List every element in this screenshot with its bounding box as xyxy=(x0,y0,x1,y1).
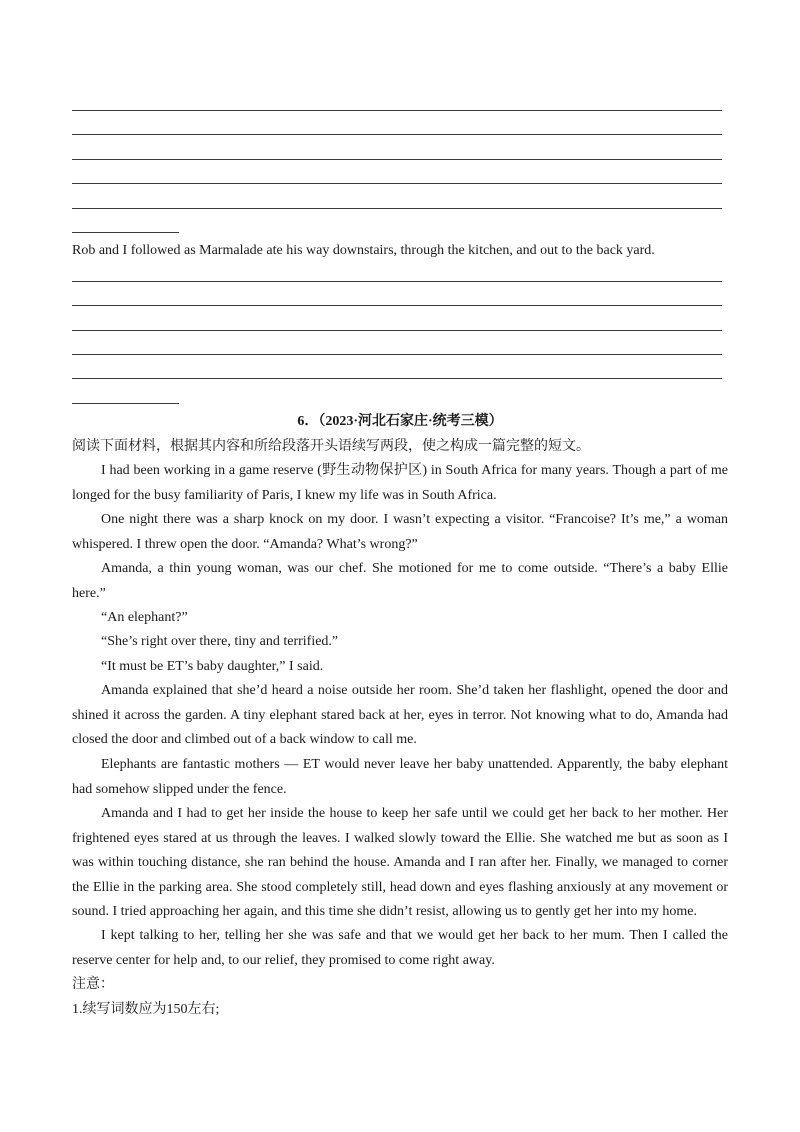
writing-line[interactable] xyxy=(72,110,722,111)
passage-paragraph: “She’s right over there, tiny and terrified.” xyxy=(101,634,339,649)
passage-paragraph: One night there was a sharp knock on my door. I wasn’t expecting a visitor. “Francoise? It’s me,” a woman whispered. I threw open the door. “Amanda? What’s wrong?” xyxy=(72,512,728,552)
writing-line[interactable] xyxy=(72,208,722,209)
question-instruction: 阅读下面材料，根据其内容和所给段落开头语续写两段，使之构成一篇完整的短文。 xyxy=(72,439,590,454)
passage-paragraph: Elephants are fantastic mothers — ET would never leave her baby unattended. Apparently, the baby elephant had somehow slipped under the fence. xyxy=(72,757,728,797)
note-item: 1.续写词数应为150左右; xyxy=(72,1002,220,1017)
passage-paragraph: I kept talking to her, telling her she was safe and that we would get her back to her mum. Then I called the reserve center for help and, to our relief, they promised to come right away. xyxy=(72,928,728,968)
passage-paragraph: Amanda and I had to get her inside the house to keep her safe until we could get her back to her mother. Her frightened eyes stared at us through the leaves. I walked slowly toward the Ellie. She watched me but as soon as I was within touching distance, she ran behind the house. Amanda and I ran after her. Finally, we managed to corner the Ellie in the parking area. She stood completely still, head down and eyes flashing anxiously at any movement or sound. I tried approaching her again, and this time she didn’t resist, allowing us to gently get her into my home. xyxy=(72,806,728,919)
notes-label: 注意： xyxy=(72,977,114,992)
continuation-sentence: Rob and I followed as Marmalade ate his way downstairs, through the kitchen, and out to the back yard. xyxy=(72,243,655,258)
passage-paragraph: “It must be ET’s baby daughter,” I said. xyxy=(101,659,324,674)
passage-paragraph: “An elephant?” xyxy=(101,610,188,625)
writing-line[interactable] xyxy=(72,159,722,160)
writing-line[interactable] xyxy=(72,378,722,379)
passage-paragraph: Amanda explained that she’d heard a noise outside her room. She’d taken her flashlight, opened the door and shined it across the garden. A tiny elephant stared back at her, eyes in terror. Not knowing what to do, Amanda had closed the door and climbed out of a back window to call me. xyxy=(72,683,728,747)
writing-line-short[interactable] xyxy=(72,403,179,404)
writing-line[interactable] xyxy=(72,305,722,306)
writing-line-short[interactable] xyxy=(72,232,179,233)
writing-line[interactable] xyxy=(72,134,722,135)
writing-line[interactable] xyxy=(72,183,722,184)
passage-paragraph: Amanda, a thin young woman, was our chef. She motioned for me to come outside. “There’s a baby Ellie here.” xyxy=(72,561,728,601)
question-heading: 6．（2023·河北石家庄·统考三模） xyxy=(297,414,503,429)
writing-line[interactable] xyxy=(72,354,722,355)
writing-line[interactable] xyxy=(72,330,722,331)
passage-paragraph: I had been working in a game reserve (野生动物保护区) in South Africa for many years. Though a part of me longed for the busy familiarity of Paris, I knew my life was in South Africa. xyxy=(72,463,728,503)
writing-line[interactable] xyxy=(72,281,722,282)
